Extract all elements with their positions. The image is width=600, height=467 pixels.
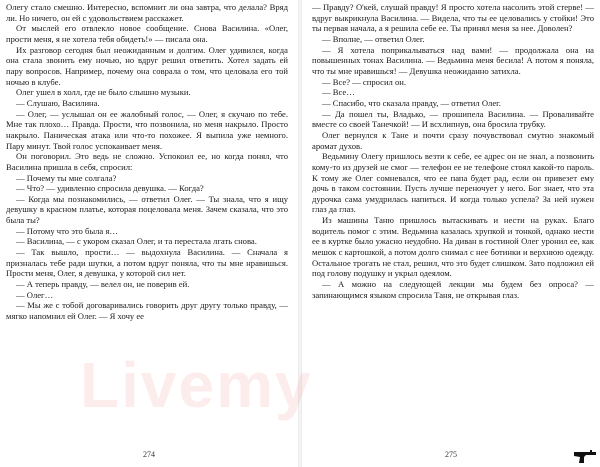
paragraph: — Все…	[322, 87, 355, 98]
paragraph: Из машины Таню пришлось вытаскивать и нести на руках. Благо водитель помог с этим. Ведьмина казалась хрупкой и тонкой, однако нести ее в куртке было ужасно неудобно. На диван в гостиной Олег уронил ее, как мешок с картошкой, а потом долго снимал с нее ботинки и верхнюю одежду. Остальное трогать не стал, решил, что это будет слишком. Зато подложил ей под голову подушку и укрыл одеялом.	[312, 215, 594, 279]
paragraph: — А теперь правду, — велел он, не поверив ей.	[16, 279, 190, 290]
paragraph: — Когда мы познакомились, — ответил Олег. — Ты знала, что я ищу девушку в красном платье, которая поцеловала меня. Зачем сказала, что это была ты?	[6, 193, 288, 226]
paragraph: — Почему ты мне солгала?	[16, 172, 117, 183]
paragraph: — Олег…	[16, 289, 54, 300]
paragraph: — Да пошел ты, Владько, — прошипела Василина. — Проваливайте вместе со своей Танечкой! — И всхлипнув, она бросила трубку.	[312, 108, 594, 130]
paragraph: — Потому что это была я…	[16, 225, 118, 236]
paragraph: — Олег, — услышал он ее жалобный голос, — Олег, я скучаю по тебе. Мне так плохо… Правда. Прости, что позвонила, но меня накрыло. Просто накрыло. Паническая атака или что-то похожее. Я выпила уже немного. Пару минут. Твой голос успокаивает меня.	[6, 108, 288, 151]
paragraph: — А можно на следующей лекции мы будем без опроса? — запинающимся языком спросила Таня, не открывая глаз.	[312, 279, 594, 300]
paragraph: — Слушаю, Василина.	[16, 97, 100, 108]
paragraph: — Что? — удивленно спросила девушка. — Когда?	[16, 183, 204, 194]
paragraph: Их разговор сегодня был неожиданным и долгим. Олег удивился, когда она стала звонить ему ночью, но вдруг решил ответить. Хотел задать ей пару вопросов. Например, почему она соврала о том, что целовала его той ночью в клубе.	[6, 44, 288, 87]
paragraph: — Спасибо, что сказала правду, — ответил Олег.	[322, 97, 501, 108]
paragraph: Он поговорил. Это ведь не сложно. Успокоил ее, но когда понял, что Василина пришла в себя, спросил:	[6, 151, 288, 172]
paragraph: Ведьмину Олегу пришлось везти к себе, ее адрес он не знал, а позвонить кому-то из друзей не смог — телефон ее не телефоне стоял какой-то пароль. К тому же Олег сомневался, что ее папа будет рад, если он привезет ему дочь в таком состоянии. Пусть лучше переночует у него. Бог знает, что эта дурочка сама умудрилась напиться. И когда только успела? За ней нужен глаз да глаз.	[312, 151, 594, 215]
watermark: Livemy	[80, 349, 313, 421]
page-number: 275	[445, 450, 457, 459]
paragraph: — Все? — спросил он.	[322, 76, 407, 87]
paragraph: — Мы же с тобой договаривались говорить друг другу только правду, — мягко напомнил ей Олег. — Я хочу ее	[6, 300, 288, 322]
left-page	[0, 0, 298, 467]
paragraph: — Так вышло, прости… — выдохнула Василина. — Сначала я призналась тебе ради шутки, а потом вдруг поняла, что ты мне нравишься. Прости меня, Олег, я девушка, у которой сил нет.	[6, 247, 288, 279]
paragraph: От мыслей его отвлекло новое сообщение. Снова Василина. «Олег, прости меня, я не хотела тебя обидеть!» — писала она.	[6, 23, 288, 44]
paragraph: Олегу стало смешно. Интересно, вспомнит ли она завтра, что делала? Вряд ли. Но ничего, он ей с удовольствием расскажет.	[6, 2, 288, 23]
paragraph: — Я хотела поприкалываться над вами! — продолжала она на повышенных тонах Василина. — Ведьмина меня бесила! А потом я поняла, что ты мне нравишься! — Девушка неожиданно затихла.	[312, 44, 594, 76]
paragraph: — Правду? О'кей, слушай правду! Я просто хотела насолить этой стерве! — вдруг выкрикнула Василина. — Видела, что ты ее целовались у стойки! Это ты первая начала, а я решила себе ее. Ты принял меня за нее. Доволен?	[312, 2, 594, 34]
page-number: 274	[143, 450, 155, 459]
right-page	[302, 0, 600, 467]
revolver-icon	[572, 447, 598, 465]
paragraph: Олег вернулся к Тане и почти сразу почувствовал смутно знакомый аромат духов.	[312, 129, 594, 151]
left-page-text	[6, 2, 288, 322]
right-page-text	[312, 2, 594, 300]
paragraph: — Василина, — с укором сказал Олег, и та перестала лгать снова.	[16, 236, 257, 247]
paragraph: Олег ушел в холл, где не было слышно музыки.	[16, 87, 191, 98]
paragraph: — Вполне, — ответил Олег.	[322, 33, 425, 44]
